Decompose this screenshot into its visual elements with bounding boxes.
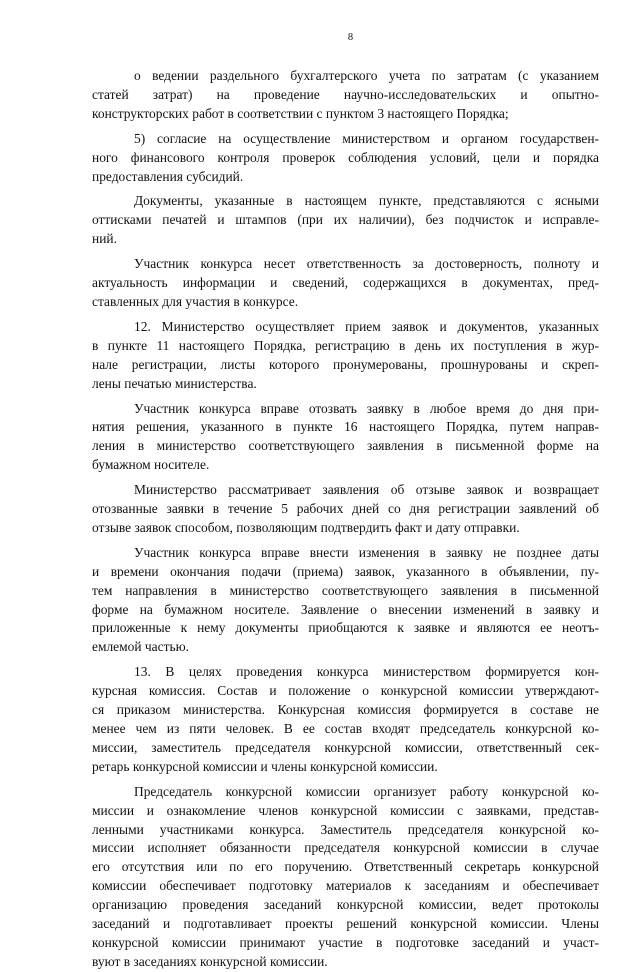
text-line: курсная комиссия. Состав и положение о конкурсной комиссии утверждают- xyxy=(92,683,599,699)
paragraph xyxy=(92,481,599,538)
text-line: ретарь конкурсной комиссии и члены конкурсной комиссии. xyxy=(92,758,438,774)
text-line: миссии, заместитель председателя конкурсной комиссии, ответственный сек- xyxy=(92,739,599,755)
paragraph xyxy=(92,783,599,972)
text-line: емлемой частью. xyxy=(92,639,189,655)
text-line: актуальность информации и сведений, содержащихся в документах, пред- xyxy=(92,275,599,291)
text-line: о ведении раздельного бухгалтерского учета по затратам (с указанием xyxy=(134,68,599,83)
text-line: предоставления субсидий. xyxy=(92,168,244,184)
paragraph xyxy=(92,192,599,249)
text-line: менее чем из пяти человек. В ее состав входят председатель конкурсной ко- xyxy=(92,721,599,736)
text-line: ления в министерство соответствующего заявления в письменной форме на xyxy=(92,438,599,454)
paragraph xyxy=(92,255,599,312)
text-line: ленными участниками конкурса. Заместитель председателя конкурсной ко- xyxy=(92,821,599,837)
text-line: статей затрат) на проведение научно-исследовательских и опытно- xyxy=(92,86,599,102)
text-line: конструкторских работ в соответствии с пунктом 3 настоящего Порядка; xyxy=(92,105,509,121)
page-number: 8 xyxy=(347,32,354,43)
paragraph xyxy=(92,318,599,394)
text-line: лены печатью министерства. xyxy=(92,375,257,391)
text-line: 12. Министерство осуществляет прием заявок и документов, указанных xyxy=(134,318,599,334)
text-line: 13. В целях проведения конкурса министерством формируется кон- xyxy=(134,664,599,680)
document-body xyxy=(92,67,599,972)
text-line: 5) согласие на осуществление министерством и органом государствен- xyxy=(134,130,599,146)
text-line: Участник конкурса вправе внести изменения в заявку не позднее даты xyxy=(134,544,599,560)
text-line: Министерство рассматривает заявления об отзыве заявок и возвращает xyxy=(134,482,599,498)
paragraph xyxy=(92,663,599,776)
text-line: вуют в заседаниях конкурсной комиссии. xyxy=(92,953,328,969)
text-line: комиссии обеспечивает подготовку материалов к заседаниям и обеспечивает xyxy=(92,878,599,894)
text-line: конкурсной комиссии принимают участие в подготовке заседаний и участ- xyxy=(92,934,599,950)
text-line: его отсутствия или по его поручению. Ответственный секретарь конкурсной xyxy=(92,859,599,875)
text-line: Документы, указанные в настоящем пункте, представляются с ясными xyxy=(134,193,599,209)
text-line: Председатель конкурсной комиссии организует работу конкурсной ко- xyxy=(134,783,599,799)
text-line: ся приказом министерства. Конкурсная комиссия формируется в составе не xyxy=(92,702,599,718)
text-line: приложенные к нему документы приобщаются к заявке и являются ее неотъ- xyxy=(92,620,599,636)
paragraph xyxy=(92,544,599,657)
text-line: организацию проведения заседаний конкурсной комиссии, ведет протоколы xyxy=(92,897,599,913)
text-line: ставленных для участия в конкурсе. xyxy=(92,293,299,309)
text-line: бумажном носителе. xyxy=(92,457,210,473)
text-line: нятия решения, указанного в пункте 16 настоящего Порядка, путем направ- xyxy=(92,419,599,435)
paragraph xyxy=(92,67,599,124)
text-line: нале регистрации, листы которого пронумерованы, прошнурованы и скреп- xyxy=(92,356,599,372)
paragraph xyxy=(92,400,599,476)
text-line: ного финансового контроля проверок соблюдения условий, цели и порядка xyxy=(92,149,599,165)
text-line: ний. xyxy=(92,231,117,247)
text-line: оттисками печатей и штампов (при их наличии), без подчисток и исправле- xyxy=(92,212,599,228)
text-line: Участник конкурса вправе отозвать заявку в любое время до дня при- xyxy=(134,400,599,416)
text-line: в пункте 11 настоящего Порядка, регистрацию в день их поступления в жур- xyxy=(92,337,599,353)
text-line: миссии и ознакомление членов конкурсной комиссии с заявками, представ- xyxy=(92,802,599,818)
text-line: Участник конкурса несет ответственность за достоверность, полноту и xyxy=(134,256,599,272)
text-line: миссии исполняет обязанности председателя конкурсной комиссии в случае xyxy=(92,840,599,856)
text-line: и времени окончания подачи (приема) заявок, указанного в объявлении, пу- xyxy=(92,563,599,579)
text-line: форме на бумажном носителе. Заявление о внесении изменений в заявку и xyxy=(92,601,599,617)
text-line: отзыве заявок способом, позволяющим подтвердить факт и дату отправки. xyxy=(92,519,520,535)
text-line: отозванные заявки в течение 5 рабочих дней со дня регистрации заявлений об xyxy=(92,501,599,517)
text-line: тем направления в министерство соответствующего заявления в письменной xyxy=(92,582,599,598)
text-line: заседаний и подготавливает проекты решений конкурсной комиссии. Члены xyxy=(92,916,599,932)
paragraph xyxy=(92,130,599,187)
